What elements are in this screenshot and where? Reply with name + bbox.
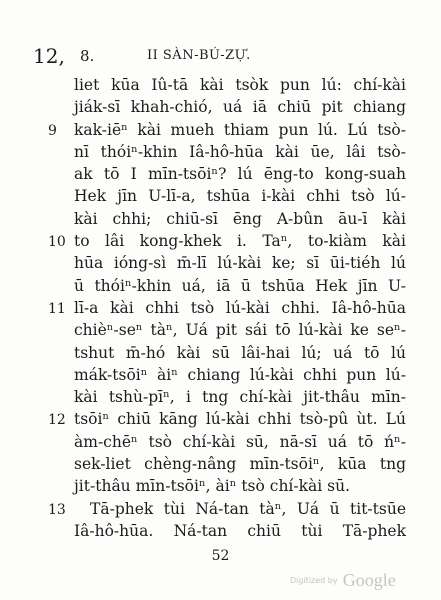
body-text (0, 74, 441, 542)
line-text: Hek jīn U-lī-a, tshūa i-kài chhi tsò lú- (74, 187, 406, 206)
line-text: nī thóiⁿ-khin Iâ-hô-hūa kài ūe, lâi tsò- (74, 142, 406, 161)
verse-number: 9 (48, 122, 57, 139)
line-text: tshut m̄-hó kài sū lâi-hai lú; uá tō lú (74, 343, 406, 362)
text-line (0, 96, 441, 118)
line-text: lī-a kài chhi tsò lú-kài chhi. Iâ-hô-hūa (74, 298, 406, 317)
line-text: ak tō I mīn-tsōiⁿ? lú ēng-to kong-suah (74, 165, 406, 184)
digitization-watermark (290, 570, 396, 591)
line-text: liet kūa Iû-tā kài tsòk pun lú: chí-kài (74, 76, 406, 94)
chapter-number: 12, (33, 44, 65, 68)
line-text: to lâi kong-khek i. Taⁿ, to-kiàm kài (74, 232, 406, 251)
text-line (0, 498, 441, 520)
text-line (0, 342, 441, 364)
text-line (0, 141, 441, 163)
text-line (0, 252, 441, 274)
page-header (0, 44, 441, 66)
text-line (0, 431, 441, 453)
text-line (0, 163, 441, 185)
text-line (0, 319, 441, 341)
line-text: hūa ióng-sì m̄-lī lú-kài ke; sī ūi-tiéh lú (74, 254, 406, 273)
text-line (0, 208, 441, 230)
page-number: 52 (211, 548, 230, 564)
watermark-prefix: Digitized by (290, 576, 338, 585)
line-text: jiák-sī khah-chió, uá iā chiū pit chiang (74, 98, 406, 117)
verse-number: 13 (48, 501, 66, 518)
text-line (0, 275, 441, 297)
verse-reference: 8. (80, 47, 95, 65)
verse-number: 11 (48, 300, 66, 317)
running-title: II SÀN-BÚ-ZỰ. (147, 48, 251, 63)
text-line (0, 520, 441, 542)
text-line (0, 408, 441, 430)
line-text: kài tshù-pīⁿ, i tng chí-kài jit-thâu mīn- (74, 388, 406, 407)
text-line (0, 74, 441, 96)
text-line (0, 475, 441, 497)
line-text: àm-chēⁿ tsò chí-kài sū, nā-sī uá tō ńⁿ- (74, 432, 406, 451)
text-line (0, 386, 441, 408)
line-text: mák-tsōiⁿ àiⁿ chiang lú-kài chhi pun lú- (74, 365, 406, 384)
line-text: sek-liet chèng-nâng mīn-tsōiⁿ, kūa tng (74, 455, 406, 474)
text-line (0, 185, 441, 207)
verse-number: 10 (48, 234, 66, 251)
line-text: tsōiⁿ chiū kāng lú-kài chhi tsò-pû ùt. Lú (74, 410, 406, 429)
verse-number: 12 (48, 412, 66, 429)
line-text: kak-iēⁿ kài mueh thiam pun lú. Lú tsò- (74, 120, 406, 139)
line-text: kài chhi; chiū-sī ēng A-bûn āu-ī kài (74, 209, 406, 228)
text-line (0, 364, 441, 386)
text-line (0, 119, 441, 141)
text-line (0, 453, 441, 475)
text-line (0, 297, 441, 319)
watermark-logo: Google (342, 570, 396, 590)
line-text: Iâ-hô-hūa. Ná-tan chiū tùi Tā-phek (74, 521, 406, 540)
text-line (0, 230, 441, 252)
line-text: jit-thâu mīn-tsōiⁿ, àiⁿ tsò chí-kài sū. (74, 477, 351, 496)
line-text: Tā-phek tùi Ná-tan tàⁿ, Uá ū tit-tsūe (90, 499, 406, 518)
line-text: chièⁿ-seⁿ tàⁿ, Uá pit sái tō lú-kài ke seⁿ- (74, 321, 406, 340)
line-text: ū thóiⁿ-khin uá, iā ū tshūa Hek jīn U- (74, 276, 406, 295)
